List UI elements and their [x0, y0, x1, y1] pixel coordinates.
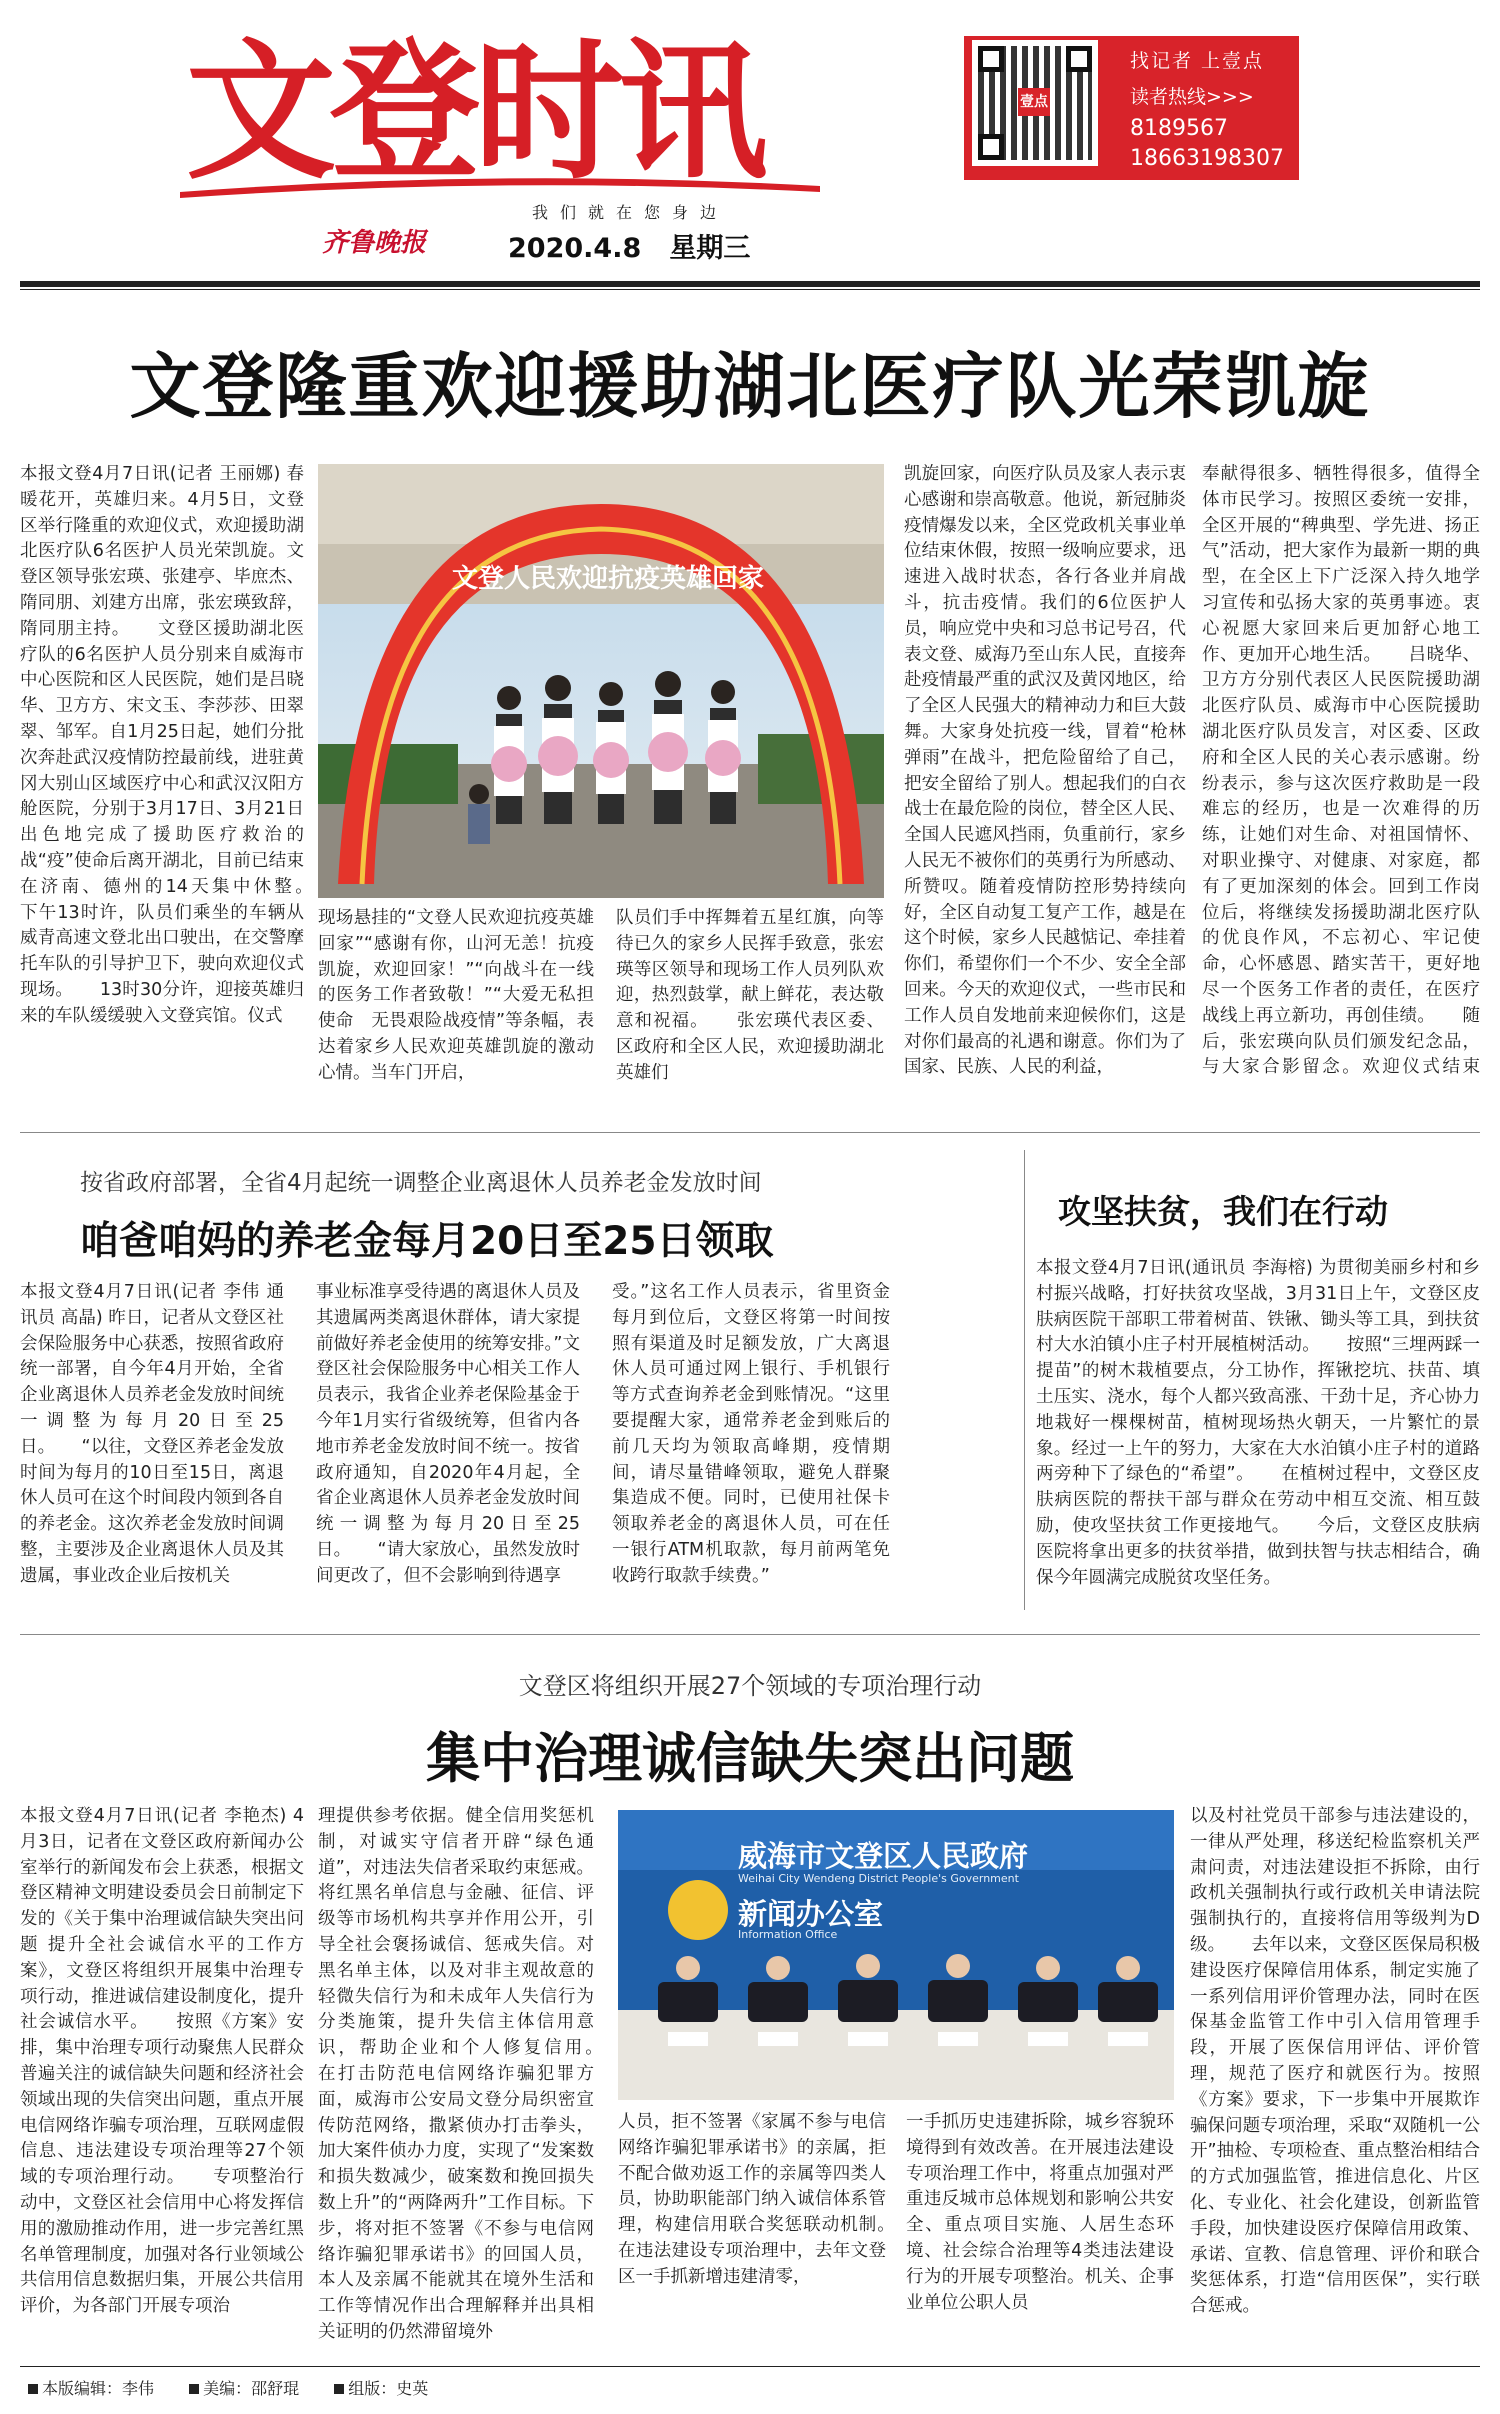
article1-photo: [318, 464, 884, 898]
press-banner-sub-en: Information Office: [738, 1928, 838, 1941]
masthead-swoosh: [180, 172, 820, 200]
article3-headline: 攻坚扶贫，我们在行动: [1058, 1192, 1388, 1231]
article2-headline: 咱爸咱妈的养老金每月20日至25日领取: [80, 1219, 774, 1264]
issue-date-value: 2020.4.8: [508, 233, 642, 264]
hotline-phone-1: 8189567: [1130, 116, 1228, 141]
qr-code[interactable]: [972, 40, 1098, 166]
article4-col1: 本报文登4月7日讯(记者 李艳杰) 4月3日，记者在文登区政府新闻办公室举行的新闻发布会上获悉，根据文登区精神文明建设委员会日前制定下发的《关于集中治理诚信缺失突出问题 提升全社会诚信水平的工作方案》，文登区将组织开展集中治理专项行动，推进诚信建设制度化，提升社会诚信水平。 按照《方案》安排，集中治理专项行动聚焦人民群众普遍关注的诚信缺失问题和经济社会领域出现的失信突出问题，重点开展电信网络诈骗专项治理，互联网虚假信息、违法建设专项治理等27个领域的专项治理行动。 专项整治行动中，文登区社会信用中心将发挥信用的激励推动作用，进一步完善红黑名单管理制度，加强对各行业领域公共信用信息数据归集，开展公共信用评价，为各部门开展专项治: [20, 1806, 304, 2317]
masthead-slogan: 我们就在您身边: [531, 203, 728, 222]
article4-photo: [618, 1810, 1174, 2100]
article4-col3: 人员，拒不签署《家属不参与电信网络诈骗犯罪承诺书》的亲属，拒不配合做劝返工作的亲属等四类人员，协助职能部门纳入诚信体系管理，构建信用联合奖惩联动机制。 在违法建设专项治理中，去年文登区一手抓新增违建清零，: [618, 2112, 886, 2287]
press-banner-sub: 新闻办公室: [738, 1897, 884, 1931]
bullet-square-icon: [28, 2384, 38, 2394]
column-divider: [1024, 1150, 1025, 1610]
article1-col1: 本报文登4月7日讯(记者 王丽娜) 春暖花开，英雄归来。4月5日，文登区举行隆重的欢迎仪式，欢迎援助湖北医疗队6名医护人员光荣凯旋。文登区领导张宏瑛、张建亭、毕庶杰、隋同朋、刘建方出席，张宏瑛致辞，隋同朋主持。 文登区援助湖北医疗队的6名医护人员分别来自威海市中心医院和区人民医院，她们是吕晓华、卫方方、宋文玉、李莎莎、田翠翠、邹军。自1月25日起，她们分批次奔赴武汉疫情防控最前线，进驻黄冈大别山区域医疗中心和武汉汉阳方舱医院，分别于3月17日、3月21日出色地完成了援助医疗救治的战“疫”使命后离开湖北，目前已结束在济南、德州的14天集中休整。 下午13时许，队员们乘坐的车辆从威青高速文登北出口驶出，在交警摩托车队的引导护卫下，驶向欢迎仪式现场。 13时30分许，迎接英雄归来的车队缓缓驶入文登宾馆。仪式: [20, 464, 304, 1026]
article1-headline: 文登隆重欢迎援助湖北医疗队光荣凯旋: [129, 344, 1371, 428]
article2-col2: 事业标准享受待遇的离退休人员及其遗属两类离退休群体，请大家提前做好养老金使用的统筹安排。”文登区社会保险服务中心相关工作人员表示，我省企业养老保险基金于今年1月实行省级统筹，但省内各地市养老金发放时间不统一。按省政府通知，自2020年4月起，全省企业离退休人员养老金发放时间统一调整为每月20日至25日。 “请大家放心，虽然发放时间更改了，但不会影响到待遇享: [316, 1282, 580, 1586]
proof-credit: 组版：史英: [348, 2379, 429, 2398]
editor-credit: 本版编辑：李伟: [42, 2379, 155, 2398]
hotline-phone-2: 18663198307: [1130, 146, 1284, 171]
qr-corner: [1066, 46, 1092, 72]
article2-col1: 本报文登4月7日讯(记者 李伟 通讯员 高晶) 昨日，记者从文登区社会保险服务中心获悉，按照省政府统一部署，自今年4月开始，全省企业离退休人员养老金发放时间统一调整为每月20日至25日。 “以往，文登区养老金发放时间为每月的10日至15日，离退休人员可在这个时间段内领到各自的养老金。这次养老金发放时间调整，主要涉及企业离退休人员及其遗属，事业改企业后按机关: [20, 1282, 284, 1586]
article1-col5: 奉献得很多、牺牲得很多，值得全体市民学习。按照区委统一安排，全区开展的“稗典型、学先进、扬正气”活动，把大家作为最新一期的典型，在全区上下广泛深入持久地学习宣传和弘扬大家的英勇事迹。衷心祝愿大家回来后更加舒心地工作、更加开心地生活。 吕晓华、卫方方分别代表区人民医院援助湖北医疗队员、威海市中心医院援助湖北医疗队员发言，对区委、区政府和全区人民的关心表示感谢。纷纷表示，参与这次医疗救助是一段难忘的经历，也是一次难得的历练，让她们对生命、对祖国情怀、对职业操守、对健康、对家庭，都有了更加深刻的体会。回到工作岗位后，将继续发扬援助湖北医疗队的优良作风，不忘初心、牢记使命，心怀感恩、踏实苦干，更好地尽一个医务工作者的责任，在医疗战线上再立新功，再创佳绩。 随后，张宏瑛向队员们颁发纪念品，与大家合影留念。欢迎仪式结束: [1202, 464, 1480, 1078]
qr-corner: [978, 46, 1004, 72]
article4-kicker: 文登区将组织开展27个领域的专项治理行动: [518, 1672, 982, 1700]
issue-weekday: 星期三: [669, 233, 751, 264]
masthead-rule: [20, 281, 1480, 287]
arch-banner-text: 文登人民欢迎抗疫英雄回家: [451, 564, 764, 594]
qr-center-label: 壹点: [1018, 88, 1050, 116]
article4-col4: 一手抓历史违建拆除，城乡容貌环境得到有效改善。在开展违法建设专项治理工作中，将重点加强对严重违反城市总体规划和影响公共安全、重点项目实施、人居生态环境、社会综合治理等4类违法建设行为的开展专项整治。机关、企事业单位公职人员: [906, 2112, 1174, 2313]
article3-body: 本报文登4月7日讯(通讯员 李海榕) 为贯彻美丽乡村和乡村振兴战略，打好扶贫攻坚战，3月31日上午，文登区皮肤病医院干部职工带着树苗、铁锹、锄头等工具，到扶贫村大水泊镇小庄子村开展植树活动。 按照“三埋两踩一提苗”的树木栽植要点，分工协作，挥锹挖坑、扶苗、填土压实、浇水，每个人都兴致高涨、干劲十足，齐心协力地栽好一棵棵树苗，植树现场热火朝天，一片繁忙的景象。经过一上午的努力，大家在大水泊镇小庄子村的道路两旁种下了绿色的“希望”。 在植树过程中，文登区皮肤病医院的帮扶干部与群众在劳动中相互交流、相互鼓励，使攻坚扶贫工作更接地气。 今后，文登区皮肤病医院将拿出更多的扶贫举措，做到扶智与扶志相结合，确保今年圆满完成脱贫攻坚任务。: [1036, 1258, 1480, 1588]
article4-col2: 理提供参考依据。健全信用奖惩机制，对诚实守信者开辟“绿色通道”，对违法失信者采取约束惩戒。将红黑名单信息与金融、征信、评级等市场机构共享并作用公开，引导全社会褒扬诚信、惩戒失信。对黑名单主体，以及对非主观故意的轻微失信行为和未成年人失信行为分类施策，提升失信主体信用意识，帮助企业和个人修复信用。 在打击防范电信网络诈骗犯罪方面，威海市公安局文登分局织密宣传防范网络，撒紧侦办打击拳头，加大案件侦办力度，实现了“发案数和损失数减少，破案数和挽回损失数上升”的“两降两升”工作目标。下步，将对拒不签署《不参与电信网络诈骗犯罪承诺书》的回国人员，本人及亲属不能就其在境外生活和工作等情况作出合理解释并出具相关证明的仍然滞留境外: [318, 1806, 594, 2342]
section-divider: [20, 1132, 1480, 1133]
article1-col2: 现场悬挂的“文登人民欢迎抗疫英雄回家”“感谢有你，山河无恙！抗疫凯旋，欢迎回家！”“向战斗在一线的医务工作者致敬！”“大爱无私担使命 无畏艰险战疫情”等条幅，表达着家乡人民欢迎英雄凯旋的激动心情。当车门开启，: [318, 908, 594, 1082]
credits-bar: [28, 2376, 928, 2402]
hotline-title: 找记者 上壹点: [1130, 50, 1265, 72]
bullet-square-icon: [334, 2384, 344, 2394]
hotline-label: 读者热线>>>: [1130, 86, 1254, 108]
article2-col3: 受。”这名工作人员表示，省里资金每月到位后，文登区将第一时间按照有渠道及时足额发放，广大离退休人员可通过网上银行、手机银行等方式查询养老金到账情况。“这里要提醒大家，通常养老金到账后的前几天均为领取高峰期，疫情期间，请尽量错峰领取，避免人群聚集造成不便。同时，已使用社保卡领取养老金的离退休人员，可在任一银行ATM机取款，每月前两笔免收跨行取款手续费。”: [612, 1282, 890, 1586]
designer-credit: 美编：邵舒琨: [203, 2379, 300, 2398]
qr-corner: [978, 134, 1004, 160]
article2-kicker: 按省政府部署，全省4月起统一调整企业离退休人员养老金发放时间: [80, 1170, 762, 1196]
masthead-logo: 文登时讯: [186, 26, 763, 200]
masthead-rule-thin: [20, 289, 1480, 290]
issue-date: [508, 226, 848, 262]
article1-col4: 凯旋回家，向医疗队员及家人表示衷心感谢和崇高敬意。他说，新冠肺炎疫情爆发以来，全区党政机关事业单位结束休假，按照一级响应要求，迅速进入战时状态，各行各业并肩战斗，抗击疫情。我们的6位医护人员，响应党中央和习总书记号召，代表文登、威海乃至山东人民，直接奔赴疫情最严重的武汉及黄冈地区，给了全区人民强大的精神动力和巨大鼓舞。大家身处抗疫一线，冒着“枪林弹雨”在战斗，把危险留给了自己，把安全留给了别人。想起我们的白衣战士在最危险的岗位，替全区人民、全国人民遮风挡雨，负重前行，家乡人民无不被你们的英勇行为所感动、所赞叹。随着疫情防控形势持续向好，全区自动复工复产工作，越是在这个时候，家乡人民越惦记、牵挂着你们，希望你们一个不少、安全全部回来。今天的欢迎仪式，一些市民和工作人员自发地前来迎候你们，这是对你们最高的礼遇和谢意。你们为了国家、民族、人民的利益，: [904, 464, 1186, 1078]
press-banner-title-en: Weihai City Wendeng District People's Government: [738, 1872, 1019, 1885]
article4-col5: 以及村社党员干部参与违法建设的，一律从严处理，移送纪检监察机关严肃问责，对违法建设拒不拆除，由行政机关强制执行或行政机关申请法院强制执行的，直接将信用等级判为D级。 去年以来，文登区医保局积极建设医疗保障信用体系，制定实施了一系列信用评价管理办法，同时在医保基金监管工作中引入信用管理手段，开展了医保信用评估、评价管理，规范了医疗和就医行为。按照《方案》要求，下一步集中开展欺诈骗保问题专项治理，采取“双随机一公开”抽检、专项检查、重点整治相结合的方式加强监管，推进信息化、片区化、专业化、社会化建设，创新监管手段，加快建设医疗保障信用政策、承诺、宣教、信息管理、评价和联合奖惩体系，打造“信用医保”，实行联合惩戒。: [1190, 1806, 1480, 2317]
press-banner-title: 威海市文登区人民政府: [738, 1839, 1029, 1873]
article1-col3: 队员们手中挥舞着五星红旗，向等待已久的家乡人民挥手致意，张宏瑛等区领导和现场工作人员列队欢迎，热烈鼓掌，献上鲜花，表达敬意和祝福。 张宏瑛代表区委、区政府和全区人民，欢迎援助湖北英雄们: [616, 908, 884, 1082]
footer-rule: [20, 2366, 1480, 2367]
partner-logo: 齐鲁晚报: [322, 228, 427, 258]
bullet-square-icon: [189, 2384, 199, 2394]
section-divider: [20, 1634, 1480, 1635]
article4-headline: 集中治理诚信缺失突出问题: [426, 1726, 1074, 1790]
